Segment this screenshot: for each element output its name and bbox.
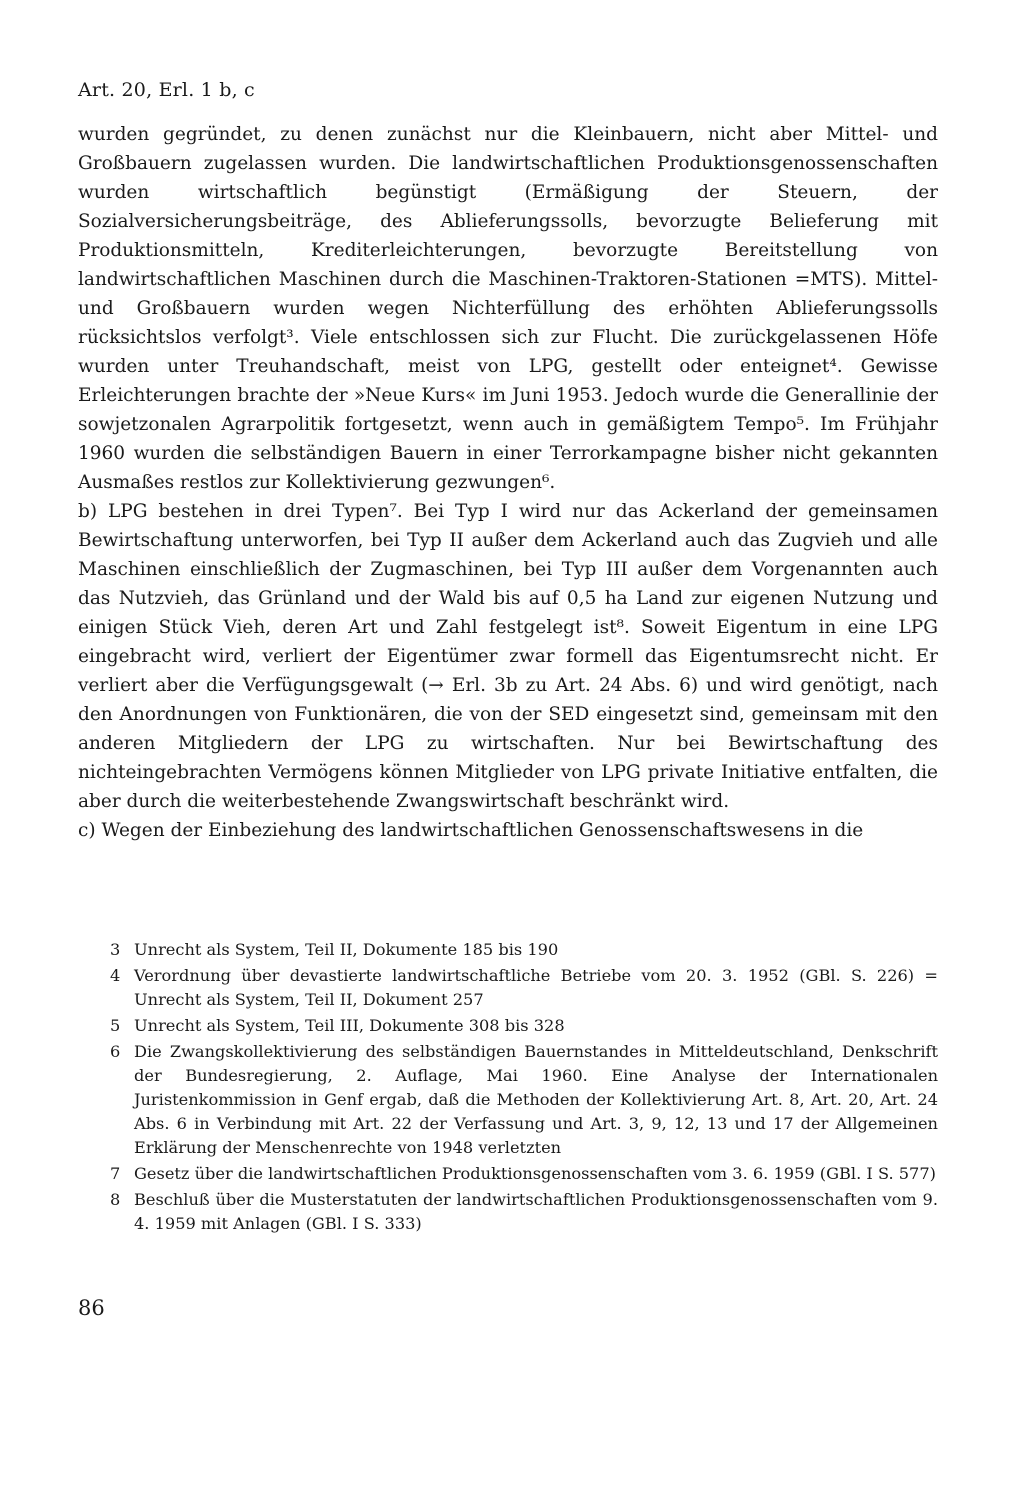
footnote-number: 6 bbox=[110, 1042, 121, 1061]
footnote-number: 4 bbox=[110, 966, 121, 985]
body-text bbox=[78, 120, 938, 845]
running-head: Art. 20, Erl. 1 b, c bbox=[78, 79, 255, 101]
footnote-6 bbox=[110, 1040, 938, 1160]
footnote-number: 3 bbox=[110, 940, 121, 959]
footnote-8 bbox=[110, 1188, 938, 1236]
footnote-text: Gesetz über die landwirtschaftlichen Produktionsgenossenschaften vom 3. 6. 1959 (GBl. I S. 577) bbox=[134, 1164, 936, 1183]
footnote-number: 7 bbox=[110, 1164, 121, 1183]
footnote-text: Unrecht als System, Teil II, Dokumente 185 bis 190 bbox=[134, 940, 559, 959]
paragraph-b: b) LPG bestehen in drei Typen⁷. Bei Typ I wird nur das Ackerland der gemeinsamen Bewirtschaftung unterworfen, bei Typ II außer dem Ackerland auch das Zugvieh und alle Maschinen einschließlich der Zugmaschinen, bei Typ III außer dem Vorgenannten auch das Nutzvieh, das Grünland und der Wald bis auf 0,5 ha Land zur eigenen Nutzung und einigen Stück Vieh, deren Art und Zahl festgelegt ist⁸. Soweit Eigentum in eine LPG eingebracht wird, verliert der Eigentümer zwar formell das Eigentumsrecht nicht. Er verliert aber die Verfügungsgewalt (→ Erl. 3b zu Art. 24 Abs. 6) und wird genötigt, nach den Anordnungen von Funktionären, die von der SED eingesetzt sind, gemeinsam mit den anderen Mitgliedern der LPG zu wirtschaften. Nur bei Bewirtschaftung des nichteingebrachten Vermögens können Mitglieder von LPG private Initiative entfalten, die aber durch die weiterbestehende Zwangswirtschaft beschränkt wird. bbox=[78, 501, 938, 812]
footnote-text: Unrecht als System, Teil III, Dokumente 308 bis 328 bbox=[134, 1016, 565, 1035]
page-number: 86 bbox=[78, 1296, 105, 1320]
footnote-4 bbox=[110, 964, 938, 1012]
footnote-5 bbox=[110, 1014, 938, 1038]
footnote-number: 5 bbox=[110, 1016, 121, 1035]
document-page bbox=[78, 0, 938, 1504]
footnote-3 bbox=[110, 938, 938, 962]
footnotes bbox=[110, 938, 938, 1238]
footnote-text: Verordnung über devastierte landwirtschaftliche Betriebe vom 20. 3. 1952 (GBl. S. 226) = Unrecht als System, Teil II, Dokument 257 bbox=[134, 966, 938, 1009]
footnote-text: Beschluß über die Musterstatuten der landwirtschaftlichen Produktionsgenossenschaften vom 9. 4. 1959 mit Anlagen (GBl. I S. 333) bbox=[134, 1190, 938, 1233]
paragraph-c: c) Wegen der Einbeziehung des landwirtschaftlichen Genossenschaftswesens in die bbox=[78, 820, 864, 841]
footnote-text: Die Zwangskollektivierung des selbständigen Bauernstandes in Mitteldeutschland, Denkschrift der Bundesregierung, 2. Auflage, Mai 1960. Eine Analyse der Internationalen Juristenkommission in Genf ergab, daß die Methoden der Kollektivierung Art. 8, Art. 20, Art. 24 Abs. 6 in Verbindung mit Art. 22 der Verfassung und Art. 3, 9, 12, 13 und 17 der Allgemeinen Erklärung der Menschenrechte von 1948 verletzten bbox=[134, 1042, 938, 1157]
footnote-7 bbox=[110, 1162, 938, 1186]
paragraph-a: wurden gegründet, zu denen zunächst nur die Kleinbauern, nicht aber Mittel- und Großbauern zugelassen wurden. Die landwirtschaftlichen Produktionsgenossenschaften wurden wirtschaftlich begünstigt (Ermäßigung der Steuern, der Sozialversicherungsbeiträge, des Ablieferungssolls, bevorzugte Belieferung mit Produktionsmitteln, Krediterleichterungen, bevorzugte Bereitstellung von landwirtschaftlichen Maschinen durch die Maschinen-Traktoren-Stationen =MTS). Mittel- und Großbauern wurden wegen Nichterfüllung des erhöhten Ablieferungssolls rücksichtslos verfolgt³. Viele entschlossen sich zur Flucht. Die zurückgelassenen Höfe wurden unter Treuhandschaft, meist von LPG, gestellt oder enteignet⁴. Gewisse Erleichterungen brachte der »Neue Kurs« im Juni 1953. Jedoch wurde die Generallinie der sowjetzonalen Agrarpolitik fortgesetzt, wenn auch in gemäßigtem Tempo⁵. Im Frühjahr 1960 wurden die selbständigen Bauern in einer Terrorkampagne bisher nicht gekannten Ausmaßes restlos zur Kollektivierung gezwungen⁶. bbox=[78, 124, 938, 493]
footnote-number: 8 bbox=[110, 1190, 121, 1209]
